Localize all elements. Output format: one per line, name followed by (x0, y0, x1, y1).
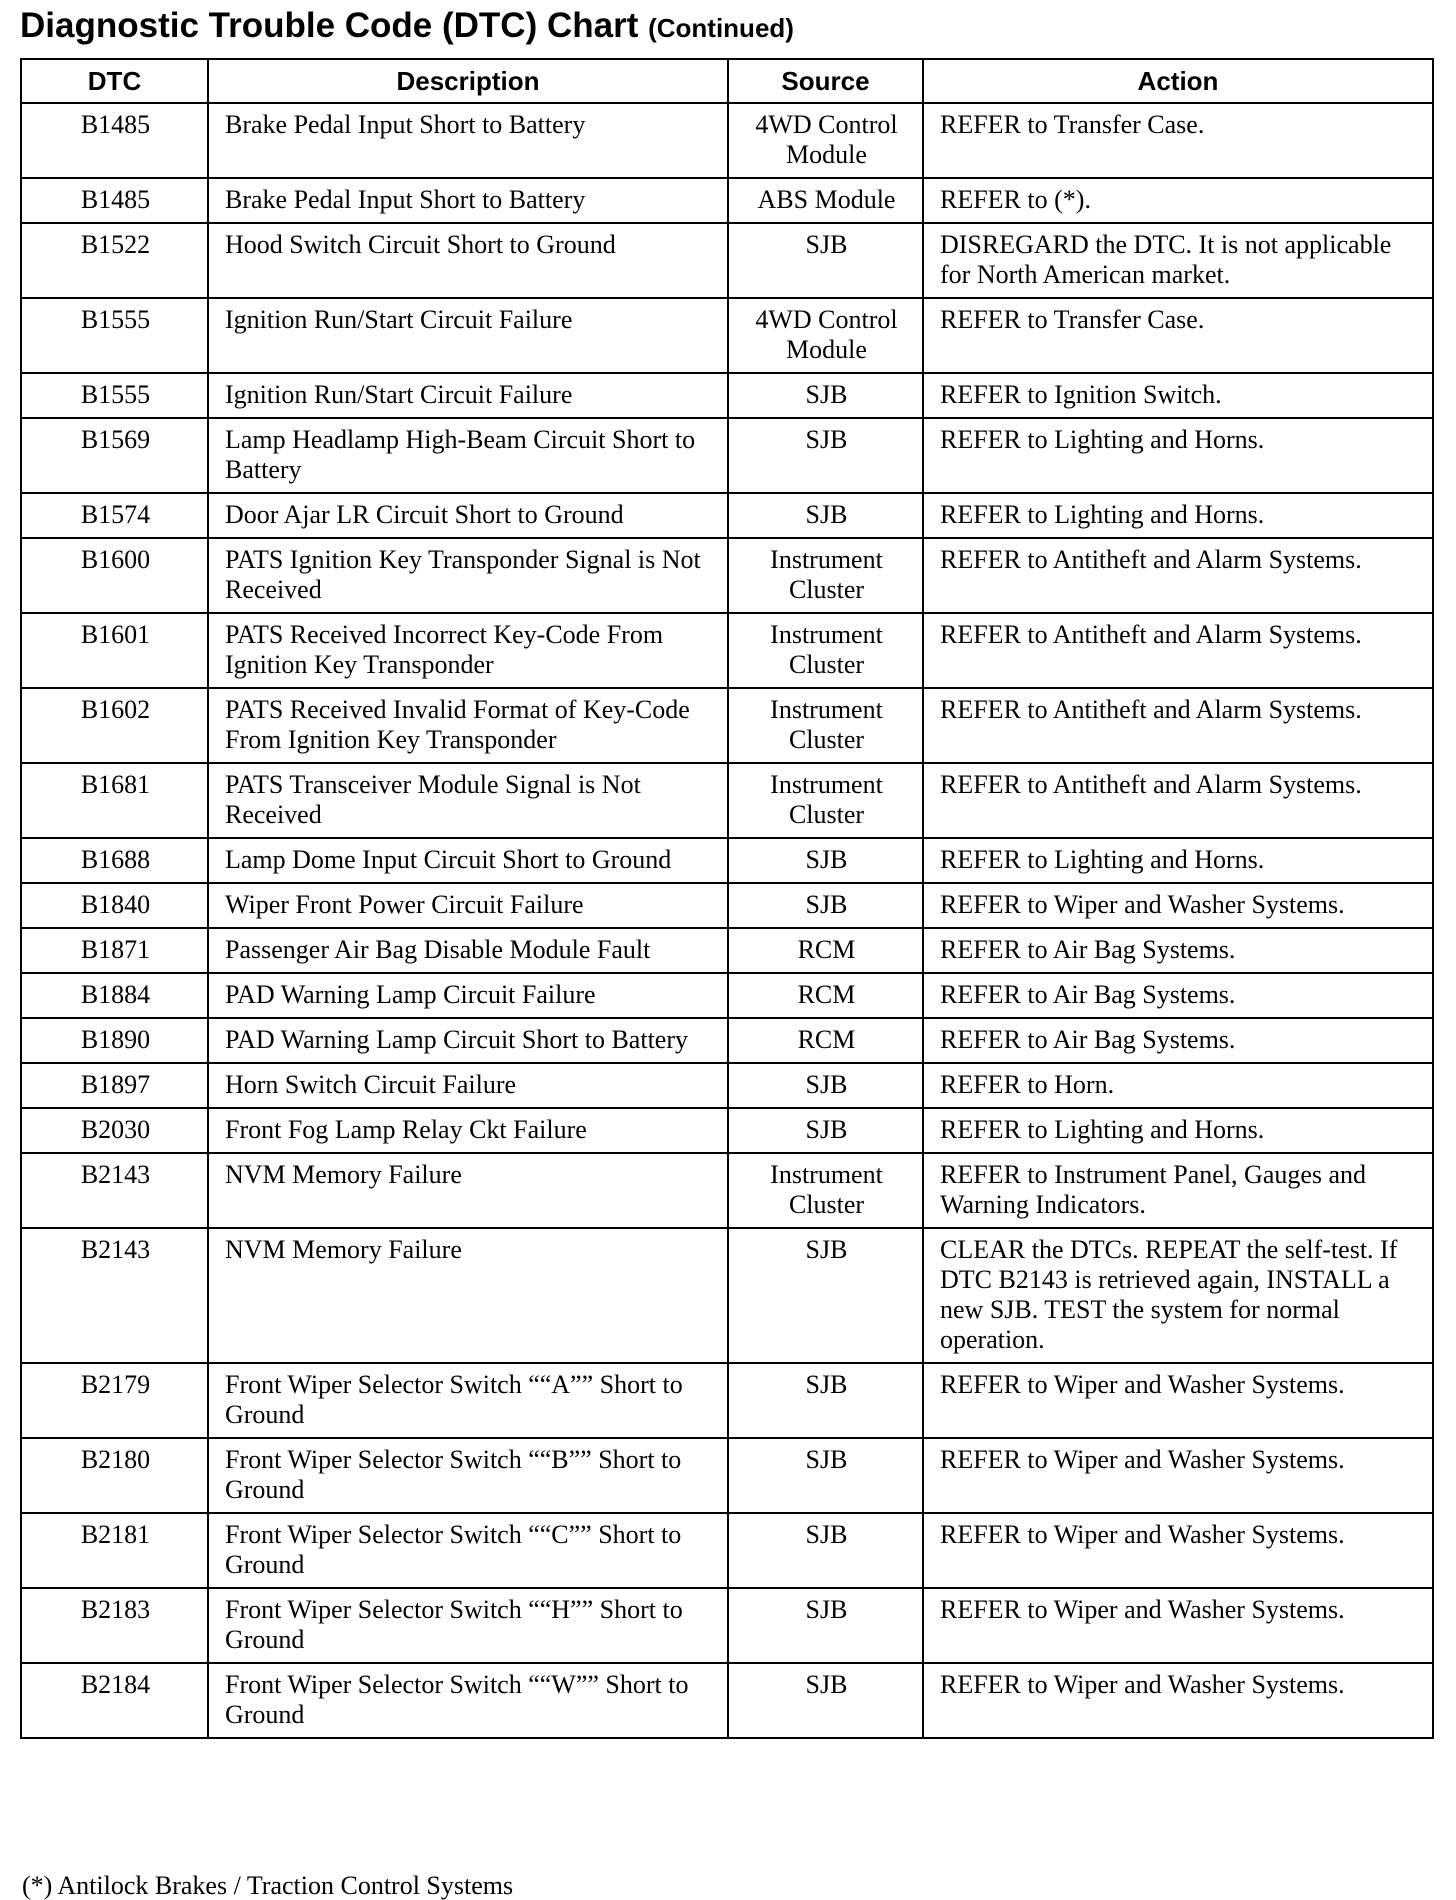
description-cell: Door Ajar LR Circuit Short to Ground (208, 493, 728, 538)
action-cell: REFER to Air Bag Systems. (923, 1018, 1433, 1063)
action-cell: REFER to Antitheft and Alarm Systems. (923, 613, 1433, 688)
table-row (21, 493, 1433, 538)
source-cell: SJB (728, 1588, 923, 1663)
action-cell: REFER to Wiper and Washer Systems. (923, 1588, 1433, 1663)
description-cell: Lamp Dome Input Circuit Short to Ground (208, 838, 728, 883)
table-row (21, 178, 1433, 223)
source-cell: SJB (728, 838, 923, 883)
source-cell: RCM (728, 928, 923, 973)
dtc-code-cell: B1890 (21, 1018, 208, 1063)
table-body (21, 103, 1433, 1738)
description-cell: Ignition Run/Start Circuit Failure (208, 298, 728, 373)
dtc-code-cell: B1602 (21, 688, 208, 763)
dtc-code-cell: B1555 (21, 373, 208, 418)
table-row (21, 1063, 1433, 1108)
dtc-code-cell: B2180 (21, 1438, 208, 1513)
dtc-code-cell: B1600 (21, 538, 208, 613)
description-cell: Passenger Air Bag Disable Module Fault (208, 928, 728, 973)
column-header-description: Description (208, 59, 728, 103)
dtc-code-cell: B1601 (21, 613, 208, 688)
source-cell: SJB (728, 1363, 923, 1438)
dtc-code-cell: B1897 (21, 1063, 208, 1108)
source-cell: Instrument Cluster (728, 688, 923, 763)
table-row (21, 928, 1433, 973)
column-header-action: Action (923, 59, 1433, 103)
dtc-code-cell: B1871 (21, 928, 208, 973)
source-cell: SJB (728, 1063, 923, 1108)
table-row (21, 1108, 1433, 1153)
table-row (21, 418, 1433, 493)
table-row (21, 1228, 1433, 1363)
dtc-code-cell: B2143 (21, 1153, 208, 1228)
table-row (21, 613, 1433, 688)
page-title (20, 4, 794, 50)
table-row (21, 1438, 1433, 1513)
dtc-code-cell: B2181 (21, 1513, 208, 1588)
action-cell: REFER to Wiper and Washer Systems. (923, 1438, 1433, 1513)
dtc-code-cell: B1688 (21, 838, 208, 883)
source-cell: SJB (728, 418, 923, 493)
table-row (21, 103, 1433, 178)
description-cell: Front Wiper Selector Switch ““W”” Short to Ground (208, 1663, 728, 1738)
source-cell: Instrument Cluster (728, 538, 923, 613)
action-cell: REFER to Antitheft and Alarm Systems. (923, 688, 1433, 763)
table-row (21, 688, 1433, 763)
action-cell: REFER to Ignition Switch. (923, 373, 1433, 418)
page-title-text: Diagnostic Trouble Code (DTC) Chart (20, 6, 639, 45)
table-row (21, 1663, 1433, 1738)
action-cell: REFER to Wiper and Washer Systems. (923, 883, 1433, 928)
action-cell: REFER to Lighting and Horns. (923, 838, 1433, 883)
dtc-code-cell: B1522 (21, 223, 208, 298)
description-cell: NVM Memory Failure (208, 1228, 728, 1363)
description-cell: Hood Switch Circuit Short to Ground (208, 223, 728, 298)
source-cell: SJB (728, 1663, 923, 1738)
action-cell: REFER to Instrument Panel, Gauges and Warning Indicators. (923, 1153, 1433, 1228)
source-cell: Instrument Cluster (728, 763, 923, 838)
dtc-code-cell: B2030 (21, 1108, 208, 1153)
dtc-code-cell: B2184 (21, 1663, 208, 1738)
table-row (21, 1363, 1433, 1438)
action-cell: CLEAR the DTCs. REPEAT the self-test. If DTC B2143 is retrieved again, INSTALL a new SJB. TEST the system for normal operation. (923, 1228, 1433, 1363)
action-cell: REFER to Wiper and Washer Systems. (923, 1663, 1433, 1738)
description-cell: Front Wiper Selector Switch ““C”” Short to Ground (208, 1513, 728, 1588)
source-cell: 4WD Control Module (728, 298, 923, 373)
table-row (21, 763, 1433, 838)
description-cell: PATS Transceiver Module Signal is Not Received (208, 763, 728, 838)
description-cell: PATS Ignition Key Transponder Signal is Not Received (208, 538, 728, 613)
description-cell: Ignition Run/Start Circuit Failure (208, 373, 728, 418)
dtc-table (20, 58, 1434, 1739)
dtc-code-cell: B1681 (21, 763, 208, 838)
table-row (21, 223, 1433, 298)
action-cell: REFER to Wiper and Washer Systems. (923, 1363, 1433, 1438)
action-cell: REFER to Air Bag Systems. (923, 973, 1433, 1018)
description-cell: PATS Received Invalid Format of Key-Code From Ignition Key Transponder (208, 688, 728, 763)
description-cell: PATS Received Incorrect Key-Code From Ignition Key Transponder (208, 613, 728, 688)
action-cell: REFER to Lighting and Horns. (923, 1108, 1433, 1153)
source-cell: SJB (728, 493, 923, 538)
action-cell: REFER to Transfer Case. (923, 298, 1433, 373)
source-cell: SJB (728, 883, 923, 928)
page-title-suffix: (Continued) (648, 13, 794, 43)
action-cell: REFER to Lighting and Horns. (923, 418, 1433, 493)
source-cell: SJB (728, 1513, 923, 1588)
action-cell: REFER to (*). (923, 178, 1433, 223)
description-cell: PAD Warning Lamp Circuit Short to Battery (208, 1018, 728, 1063)
column-header-source: Source (728, 59, 923, 103)
source-cell: SJB (728, 1438, 923, 1513)
source-cell: 4WD Control Module (728, 103, 923, 178)
source-cell: SJB (728, 1228, 923, 1363)
source-cell: Instrument Cluster (728, 613, 923, 688)
description-cell: PAD Warning Lamp Circuit Failure (208, 973, 728, 1018)
action-cell: REFER to Air Bag Systems. (923, 928, 1433, 973)
dtc-code-cell: B2183 (21, 1588, 208, 1663)
table-row (21, 1018, 1433, 1063)
description-cell: Front Wiper Selector Switch ““A”” Short to Ground (208, 1363, 728, 1438)
dtc-code-cell: B1485 (21, 178, 208, 223)
table-row (21, 838, 1433, 883)
action-cell: REFER to Wiper and Washer Systems. (923, 1513, 1433, 1588)
source-cell: SJB (728, 373, 923, 418)
source-cell: RCM (728, 1018, 923, 1063)
dtc-code-cell: B1840 (21, 883, 208, 928)
source-cell: RCM (728, 973, 923, 1018)
table-row (21, 298, 1433, 373)
description-cell: Front Fog Lamp Relay Ckt Failure (208, 1108, 728, 1153)
source-cell: Instrument Cluster (728, 1153, 923, 1228)
action-cell: REFER to Antitheft and Alarm Systems. (923, 538, 1433, 613)
table-row (21, 1153, 1433, 1228)
source-cell: SJB (728, 223, 923, 298)
description-cell: Front Wiper Selector Switch ““H”” Short to Ground (208, 1588, 728, 1663)
dtc-code-cell: B1569 (21, 418, 208, 493)
description-cell: Front Wiper Selector Switch ““B”” Short to Ground (208, 1438, 728, 1513)
source-cell: SJB (728, 1108, 923, 1153)
action-cell: DISREGARD the DTC. It is not applicable for North American market. (923, 223, 1433, 298)
table-header-row (21, 59, 1433, 103)
table-row (21, 973, 1433, 1018)
dtc-code-cell: B1574 (21, 493, 208, 538)
dtc-code-cell: B1485 (21, 103, 208, 178)
description-cell: Lamp Headlamp High-Beam Circuit Short to Battery (208, 418, 728, 493)
description-cell: Brake Pedal Input Short to Battery (208, 178, 728, 223)
table-row (21, 1588, 1433, 1663)
source-cell: ABS Module (728, 178, 923, 223)
description-cell: Brake Pedal Input Short to Battery (208, 103, 728, 178)
action-cell: REFER to Antitheft and Alarm Systems. (923, 763, 1433, 838)
action-cell: REFER to Horn. (923, 1063, 1433, 1108)
dtc-code-cell: B2143 (21, 1228, 208, 1363)
action-cell: REFER to Transfer Case. (923, 103, 1433, 178)
dtc-code-cell: B2179 (21, 1363, 208, 1438)
table-row (21, 883, 1433, 928)
table-row (21, 538, 1433, 613)
action-cell: REFER to Lighting and Horns. (923, 493, 1433, 538)
column-header-dtc: DTC (21, 59, 208, 103)
dtc-code-cell: B1555 (21, 298, 208, 373)
footnote: (*) Antilock Brakes / Traction Control Systems (22, 1871, 514, 1900)
description-cell: Horn Switch Circuit Failure (208, 1063, 728, 1108)
description-cell: Wiper Front Power Circuit Failure (208, 883, 728, 928)
table-row (21, 1513, 1433, 1588)
dtc-code-cell: B1884 (21, 973, 208, 1018)
table-row (21, 373, 1433, 418)
description-cell: NVM Memory Failure (208, 1153, 728, 1228)
